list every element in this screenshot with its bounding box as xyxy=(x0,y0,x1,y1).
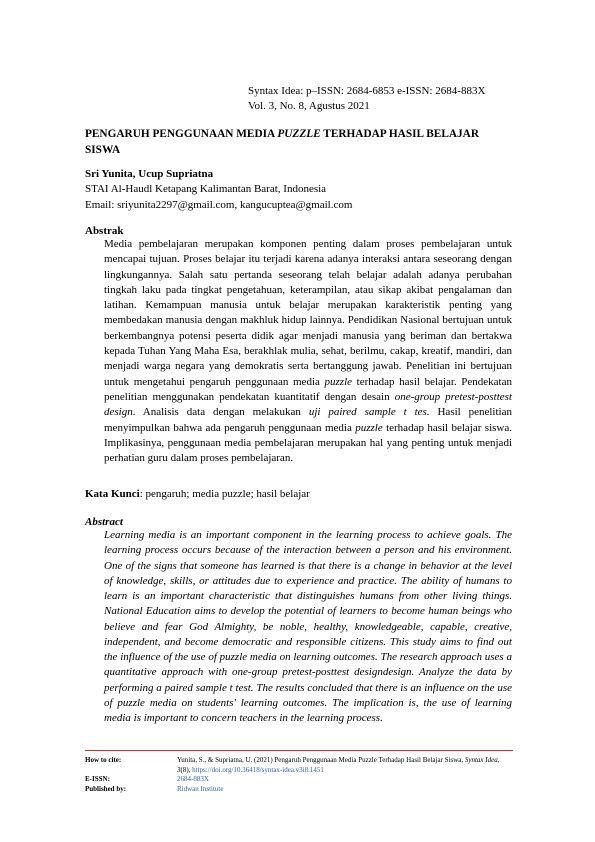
how-to-cite-row xyxy=(85,756,513,775)
keywords-text: : pengaruh; media puzzle; hasil belajar xyxy=(139,488,310,500)
eissn-label: E-ISSN: xyxy=(85,775,110,784)
journal-header xyxy=(248,84,485,114)
author-email: Email: sriyunita2297@gmail.com, kangucuptea@gmail.com xyxy=(85,198,353,211)
journal-volume: Vol. 3, No. 8, Agustus 2021 xyxy=(248,100,370,112)
abstrak-body: Media pembelajaran merupakan komponen penting dalam proses pembelajaran untuk mencapai tujuan. Proses belajar itu terjadi karena adanya interaksi antara seseorang dengan lingkungannya. Salah satu pertanda seseorang telah belajar adalah adanya perubahan tingkah laku pada tingkat pengetahuan, keterampilan, atau sikap akibat pengalaman dan latihan. Kemampuan manusia untuk belajar merupakan karakteristik penting yang membedakan manusia dengan makhluk hidup lainnya. Pendidikan Nasional bertujuan untuk berkembangnya potensi peserta didik agar menjadi manusia yang beriman dan bertakwa kepada Tuhan Yang Maha Esa, berakhlak mulia, sehat, berilmu, cakap, kreatif, mandiri, dan menjadi warga negara yang demokratis serta bertanggung jawab. Penelitian ini bertujuan untuk mengetahui pengaruh penggunaan media puzzle terhadap hasil belajar. Pendekatan penelitian menggunakan pendekatan kuantitatif dengan desain one-group pretest-posttest design. Analisis data dengan melakukan uji paired sample t tes. Hasil penelitian menyimpulkan bahwa ada pengaruh penggunaan media puzzle terhadap hasil belajar siswa. Implikasinya, penggunaan media pembelajaran merupakan hal yang penting untuk menjadi perhatian guru dalam proses pembelajaran. xyxy=(104,238,512,465)
author-names: Sri Yunita, Ucup Supriatna xyxy=(85,168,214,180)
citation-table xyxy=(85,756,513,794)
citation-footer xyxy=(85,750,513,794)
how-to-cite-text: Yunita, S., & Supriatna, U. (2021) Pengaruh Penggunaan Media Puzzle Terhadap Hasil Belajar Siswa, Syntax Idea, 3(8), https://doi.org/10.36418/syntax-idea.v3i8.1451 xyxy=(177,756,500,774)
eissn-row xyxy=(85,775,513,785)
keywords-line xyxy=(85,487,310,502)
doi-link[interactable]: https://doi.org/10.36418/syntax-idea.v3i8.1451 xyxy=(192,765,324,774)
publisher-value[interactable]: Ridwan Institute xyxy=(177,784,224,793)
keywords-label: Kata Kunci xyxy=(85,488,140,500)
eissn-value[interactable]: 2684-883X xyxy=(177,775,209,784)
publisher-label: Published by: xyxy=(85,784,127,793)
affiliation: STAI Al-Haudl Ketapang Kalimantan Barat, Indonesia xyxy=(85,183,327,195)
abstract-body: Learning media is an important component in the learning process to achieve goals. The learning process occurs because of the interaction between a person and his environment. One of the signs that someone has learned is that there is a change in behavior at the level of knowledge, skills, or attitudes due to experience and practice. The ability of humans to learn is an important characteristic that distinguishes humans from other living things. National Education aims to develop the potential of learners to become human beings who believe and fear God Almighty, be noble, healthy, knowledgeable, capable, creative, independent, and become democratic and responsible citizens. This study aims to find out the influence of the use of puzzle media on learning outcomes. The research approach uses a quantitative approach with one-group pretest-posttest designdesign. Analyze the data by performing a paired sample t test. The results concluded that there is an influence on the use of puzzle media on students' learning outcomes. The implication is, the use of learning media is important to concern teachers in the learning process. xyxy=(104,529,512,724)
publisher-row xyxy=(85,785,513,795)
paper-title: PENGARUH PENGGUNAAN MEDIA PUZZLE TERHADAP HASIL BELAJAR SISWA xyxy=(85,128,479,156)
abstrak-heading: Abstrak xyxy=(85,225,124,237)
abstract-heading: Abstract xyxy=(85,516,123,528)
how-to-cite-label: How to cite: xyxy=(85,756,122,764)
journal-issn: Syntax Idea: p–ISSN: 2684-6853 e-ISSN: 2684-883X xyxy=(248,85,486,97)
author-affiliation-block xyxy=(85,182,352,213)
